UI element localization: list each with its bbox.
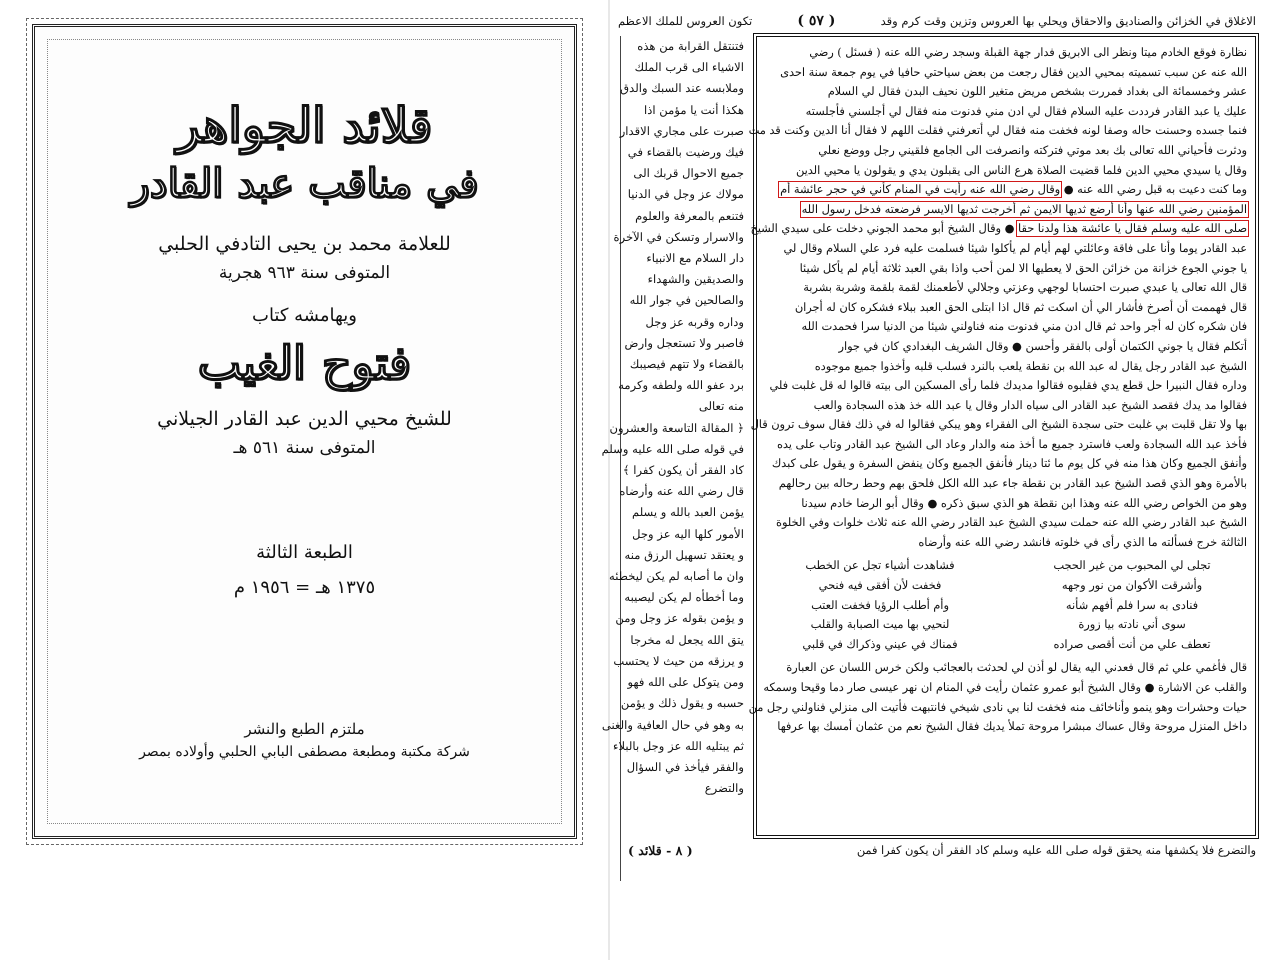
poem-hemistich: تجلى لي المحبوب من غير الحجب (1053, 559, 1211, 573)
text-line (750, 219, 1247, 239)
margin-text-line: و يؤمن بقوله عز وجل ومن (615, 611, 744, 626)
margin-text-column (601, 36, 748, 881)
text-line: وقال يا سيدي محيي الدين فلما قضيت الصلاة هرع الناس الى يقبلون يدي و يقولون يا محيي الدين (796, 163, 1247, 177)
text-line (765, 200, 1247, 220)
text-line: وأنفق الجميع وكان هذا منه في كل يوم ما ئتا دينار فأنفق الجميع وكان ينفض السفرة و يقول على كبدك (771, 457, 1247, 471)
margin-text-line: يؤمن العبد بالله و يسلم (632, 505, 744, 520)
main-text-block (748, 36, 1256, 836)
margin-text-line: بالقضاء ولا تتهم فيصيبك (629, 357, 744, 372)
margin-text-line: حسبه و يقول ذلك و يؤمن (620, 696, 744, 711)
margin-author-death-year: المتوفى سنة ٥٦١ هـ (233, 438, 376, 458)
text-line: يا جوني الجوع خزانة من خزائن الحق لا يعطيها الا لمن أحب واذا بقي العبد ثلاثة أيام لم يأكل شيئا (799, 261, 1247, 275)
author-death-year: المتوفى سنة ٩٦٣ هجرية (218, 263, 391, 283)
poem-hemistich: تعطف علي من أنت أقصى صراده (1053, 637, 1211, 651)
margin-book-title: فتوح الغيب (197, 336, 412, 390)
margin-text-line: فاصبر ولا تستعجل وارض (624, 335, 744, 350)
text-segment: ● وقال الشيخ أبو محمد الجوني دخلت على سيدي الشيخ (750, 222, 1015, 236)
text-line: بها ولا تقل قلبت بي غلبت حتى سجدة الشيخ الى الفقراء وهو يبكي فقالوا له في ذلك فقال سوف ترون قال (750, 418, 1247, 432)
title-page-frame (32, 24, 577, 839)
margin-text-line: والفقر فيأخذ في السؤال (626, 759, 744, 774)
main-text-section (748, 43, 1247, 180)
highlighted-text: وقال رضي الله عنه رأيت في المنام كأني في حجر عائشة أم (780, 183, 1061, 197)
margin-text-line: هكذا أنت يا مؤمن اذا (644, 102, 744, 117)
highlighted-text: المؤمنين رضي الله عنها وأنا أرضع ثديها الايمن ثم أخرجت ثديها الايسر فرضعته فدخل رسول الله (801, 202, 1247, 216)
margin-text-line: فيك ورضيت بالقضاء في (627, 145, 744, 160)
poem-verses (765, 556, 1247, 654)
text-line: الله عنه عن سبب تسميته بمحيي الدين فقال رجعت من بعض سياحتي حافيا في يوم جمعة سنة احدى (780, 65, 1247, 79)
text-line: عشر وخمسمائة الى بغداد فمررت بشخص مريض متغير اللون نحيف البدن فقال لي السلام (827, 85, 1247, 99)
author-name: للعلامة محمد بن يحيى التادفي الحلبي (158, 233, 451, 255)
margin-text-line: و يعتقد تسهيل الرزق منه (624, 547, 744, 562)
margin-text-line: ﴿ المقالة التاسعة والعشرون (609, 420, 744, 435)
edition-label: الطبعة الثالثة (256, 542, 353, 563)
text-line: فنما جسده وحسنت حاله وصفا لونه فخفت منه فقال لي أتعرفني فقلت اللهم لا فقال أنا الدين وكنت قد مت (748, 124, 1247, 138)
highlighted-text: صلى الله عليه وسلم فقال يا عائشة هذا ولدنا حقا (1018, 222, 1247, 236)
text-line: والقلب عن الاشارة ● وقال الشيخ أبو عمرو عثمان رأيت في المنام ان نهر عيسى صار دما وقيحا وسمكه (763, 681, 1247, 694)
poem-hemistich: وأم أطلب الرؤيا فخفت العتب (811, 598, 949, 612)
poem-hemistich: فمناك في عيني وذكراك في قلبي (802, 637, 958, 651)
main-text-section (748, 658, 1247, 736)
publisher-name: شركة مكتبة ومطبعة مصطفى البابي الحلبي وأولاده بمصر (139, 744, 470, 760)
running-head (618, 8, 1256, 34)
margin-text-line: والتضرع (704, 781, 744, 796)
margin-text-line: جميع الاحوال قربك الى (633, 166, 744, 181)
margin-text-line: وملابسه عند السبك والدق (620, 81, 744, 96)
text-line: عبد القادر يوما وأنا على فاقة وعائلتي لهم أيام لم يأكلوا شيئا فسلمت عليه فرد علي السلام وقال لي (783, 241, 1247, 255)
margin-text-line: برد عفو الله ولطفه وكرمه (618, 378, 744, 393)
text-line: أتكلم فقال يا جوني الكتمان أولى بالفقر وأحسن ● وقال الشريف البغدادي كان في جوار (838, 339, 1247, 353)
margin-text-line: منه تعالى (698, 399, 744, 414)
book-title: قلائد الجواهر (176, 98, 433, 154)
margin-text-line: والصالحين في جوار الله (629, 293, 744, 308)
text-line: فان شكره كان له أجر واحد ثم قال ادن مني فدنوت منه فناولني شيئا من الدنيا سرا فحمدت الله (801, 320, 1247, 334)
text-line: قال الله تعالى يا عبدي صبرت احتسابا لوجهي وعزتي وجلالي لأطعمنك لقمة بلقمة وشربة بشربة (803, 281, 1247, 295)
text-line: وهو من الخواص رضي الله عنه وهذا ابن نقطة هو الذي سبق ذكره ● وقال أبو الرضا خادم سيدنا (801, 496, 1247, 510)
running-head-side: تكون العروس للملك الاعظم (618, 14, 753, 28)
margin-text-line: فتنتقل القرابة من هذه (637, 39, 744, 53)
margin-text-line: الاشياء الى قرب الملك (634, 60, 744, 75)
text-line: ودثرت فأحياني الله تعالى بك بعد موتي فتركته وانصرفت الى الجامع فلقيني رجل ووضع نعلي (818, 143, 1247, 157)
margin-text-line: فتنعم بالمعرفة والعلوم (635, 208, 744, 223)
margin-text-line: وداره وقربه عز وجل (645, 314, 744, 329)
book-subtitle: في مناقب عبد القادر (130, 160, 479, 207)
margin-text-line: صبرت على مجاري الاقدار (619, 123, 744, 138)
margin-text-line: قال رضي الله عنه وأرضاه (619, 484, 744, 499)
text-line: قال فأغمي علي ثم قال فعدني اليه يقال لو أذن لي لحدثت بالعجائب ولكن خرس اللسان عن العبارة (786, 661, 1247, 675)
margin-text-line: ثم يبتليه الله عز وجل بالبلاء (613, 738, 744, 753)
margin-text-line: والاسرار وتسكن في الآخرة (613, 229, 744, 244)
text-line: عليك يا عبد القادر فرددت عليه السلام فقال لي ادن مني فدنوت منه فقال لي أجلسني فأجلسته (805, 104, 1247, 118)
margin-book-label: ويهامشه كتاب (252, 305, 357, 326)
text-line: قال فهممت أن أصرخ فأشار الي أن اسكت ثم قال اذا ابتلى الحق العبد ببلاء فشكره كان له أجران (794, 300, 1247, 314)
poem-hemistich: سوى أني نادته بيا زورة (1078, 618, 1186, 632)
margin-text-line: ومن يتوكل على الله فهو (627, 675, 744, 690)
text-line: داخل المنزل مروحة وقال عساك مبشرا مروحة تملأ يديك فقال الشيخ نعم من عثمان أمسك بها عرفها (777, 720, 1247, 734)
poem-hemistich: فشاهدت أشياء تجل عن الخطب (805, 559, 955, 573)
page-footer (618, 838, 1256, 862)
publication-date: ١٣٧٥ هـ = ١٩٥٦ م (233, 577, 376, 598)
margin-text-line: به وهو في حال العافية والغنى (601, 717, 744, 732)
text-line: الشيخ عبد القادر رضي الله عنه حملت سيدي الشيخ عبد القادر رضي الله عنه ثلاث خلوات وفي الخلوة (776, 516, 1247, 530)
text-line: بالأمرة وهو الذي قصد الشيخ عبد القادر بن نقطة جاء عبد الله الكل فلحق بهم وحط رحاله بين رحالهم (778, 477, 1247, 491)
footer-text: والتضرع فلا يكشفها منه يحقق قوله صلى الله عليه وسلم كاد الفقر أن يكون كفرا فمن (856, 843, 1256, 857)
margin-text-line: وما أخطأه لم يكن ليصيبه (624, 590, 744, 605)
signature-mark: ( ٨ - قلائد ) (628, 842, 693, 858)
text-line: نظارة فوقع الخادم ميتا ونظر الى الابريق فدار جهة القبلة وسجد رضي الله عنه ( فسئل ) رضي (809, 46, 1247, 59)
margin-text-line: دار السلام مع الانبياء (646, 251, 744, 266)
poem-hemistich: فخفت لأن أفقى فيه فنحي (818, 579, 942, 593)
margin-text-line: وان ما أصابه لم يكن ليخطئه (609, 569, 744, 584)
text-line: الثالثة خرج فسألته ما الذي رأى في خلوته فانشد رضي الله عنه وأرضاه (918, 535, 1247, 549)
poem-hemistich: لنحيي بها ميت الصبابة والقلب (810, 618, 950, 632)
page-number: ( ٥٧ ) (797, 13, 836, 29)
text-line: وداره فقال النبيرا حل قطع يدي فقلبوه فقالوا مديدك فلما رأى المسكين الى بيته قالوا له قل غلبت فلي (769, 379, 1247, 393)
poem-hemistich: وأشرقت الأكوان من نور وجهه (1061, 579, 1203, 593)
margin-text-line: يتق الله يجعل له مخرجا (630, 632, 744, 647)
text-page (601, 0, 1264, 960)
title-page (0, 0, 610, 960)
main-text-section (750, 239, 1247, 553)
text-line: الشيخ عبد القادر رجل يقال له عبد الله بن نقطة يلعب بالنرد فسلب قلبه وأخذوا جميع موجوده (814, 359, 1247, 373)
text-line (765, 180, 1247, 200)
text-segment: وما كنت دعيت به قبل رضي الله عنه ● (1063, 183, 1247, 197)
title-page-inner-frame (47, 39, 562, 824)
running-head-main: الاغلاق في الخزائن والصناديق والاحقاق ويحلي بها العروس وتزين وقت كرم وقد (880, 14, 1256, 28)
margin-text-line: و يرزقه من حيث لا يحتسب (613, 653, 744, 668)
margin-text-line: مولاك عز وجل في الدنيا (627, 187, 744, 202)
text-line: فقالوا مد يدك فقصد الشيخ عبد القادر الى سياه الدار وقال يا عبد الله خذ هذه السجادة والعب (813, 398, 1247, 412)
text-line: فأخذ عبد الله السجادة ولعب فاسترد جميع ما أخذ منه والدار وعاد الى الشيخ عبد القادر وتاب على يده (776, 437, 1247, 451)
publisher-label: ملتزم الطبع والنشر (244, 720, 365, 738)
margin-text-line: في قوله صلى الله عليه وسلم (601, 441, 744, 456)
margin-book-author: للشيخ محيي الدين عبد القادر الجيلاني (157, 408, 452, 430)
margin-text-line: الأمور كلها اليه عز وجل (632, 526, 744, 541)
margin-text-line: كاد الفقر أن يكون كفرا ﴾ (622, 463, 744, 478)
poem-hemistich: فنادى به سرا فلم أفهم شأنه (1065, 598, 1199, 612)
text-line: حيات وحشرات وهو ينمو وأناخائف منه فخفت لنا بي نادى شيخي فانتبهت فأتيت الى منزلي فناولني رجل من (748, 700, 1247, 714)
margin-text-line: والصديقين والشهداء (647, 272, 744, 287)
